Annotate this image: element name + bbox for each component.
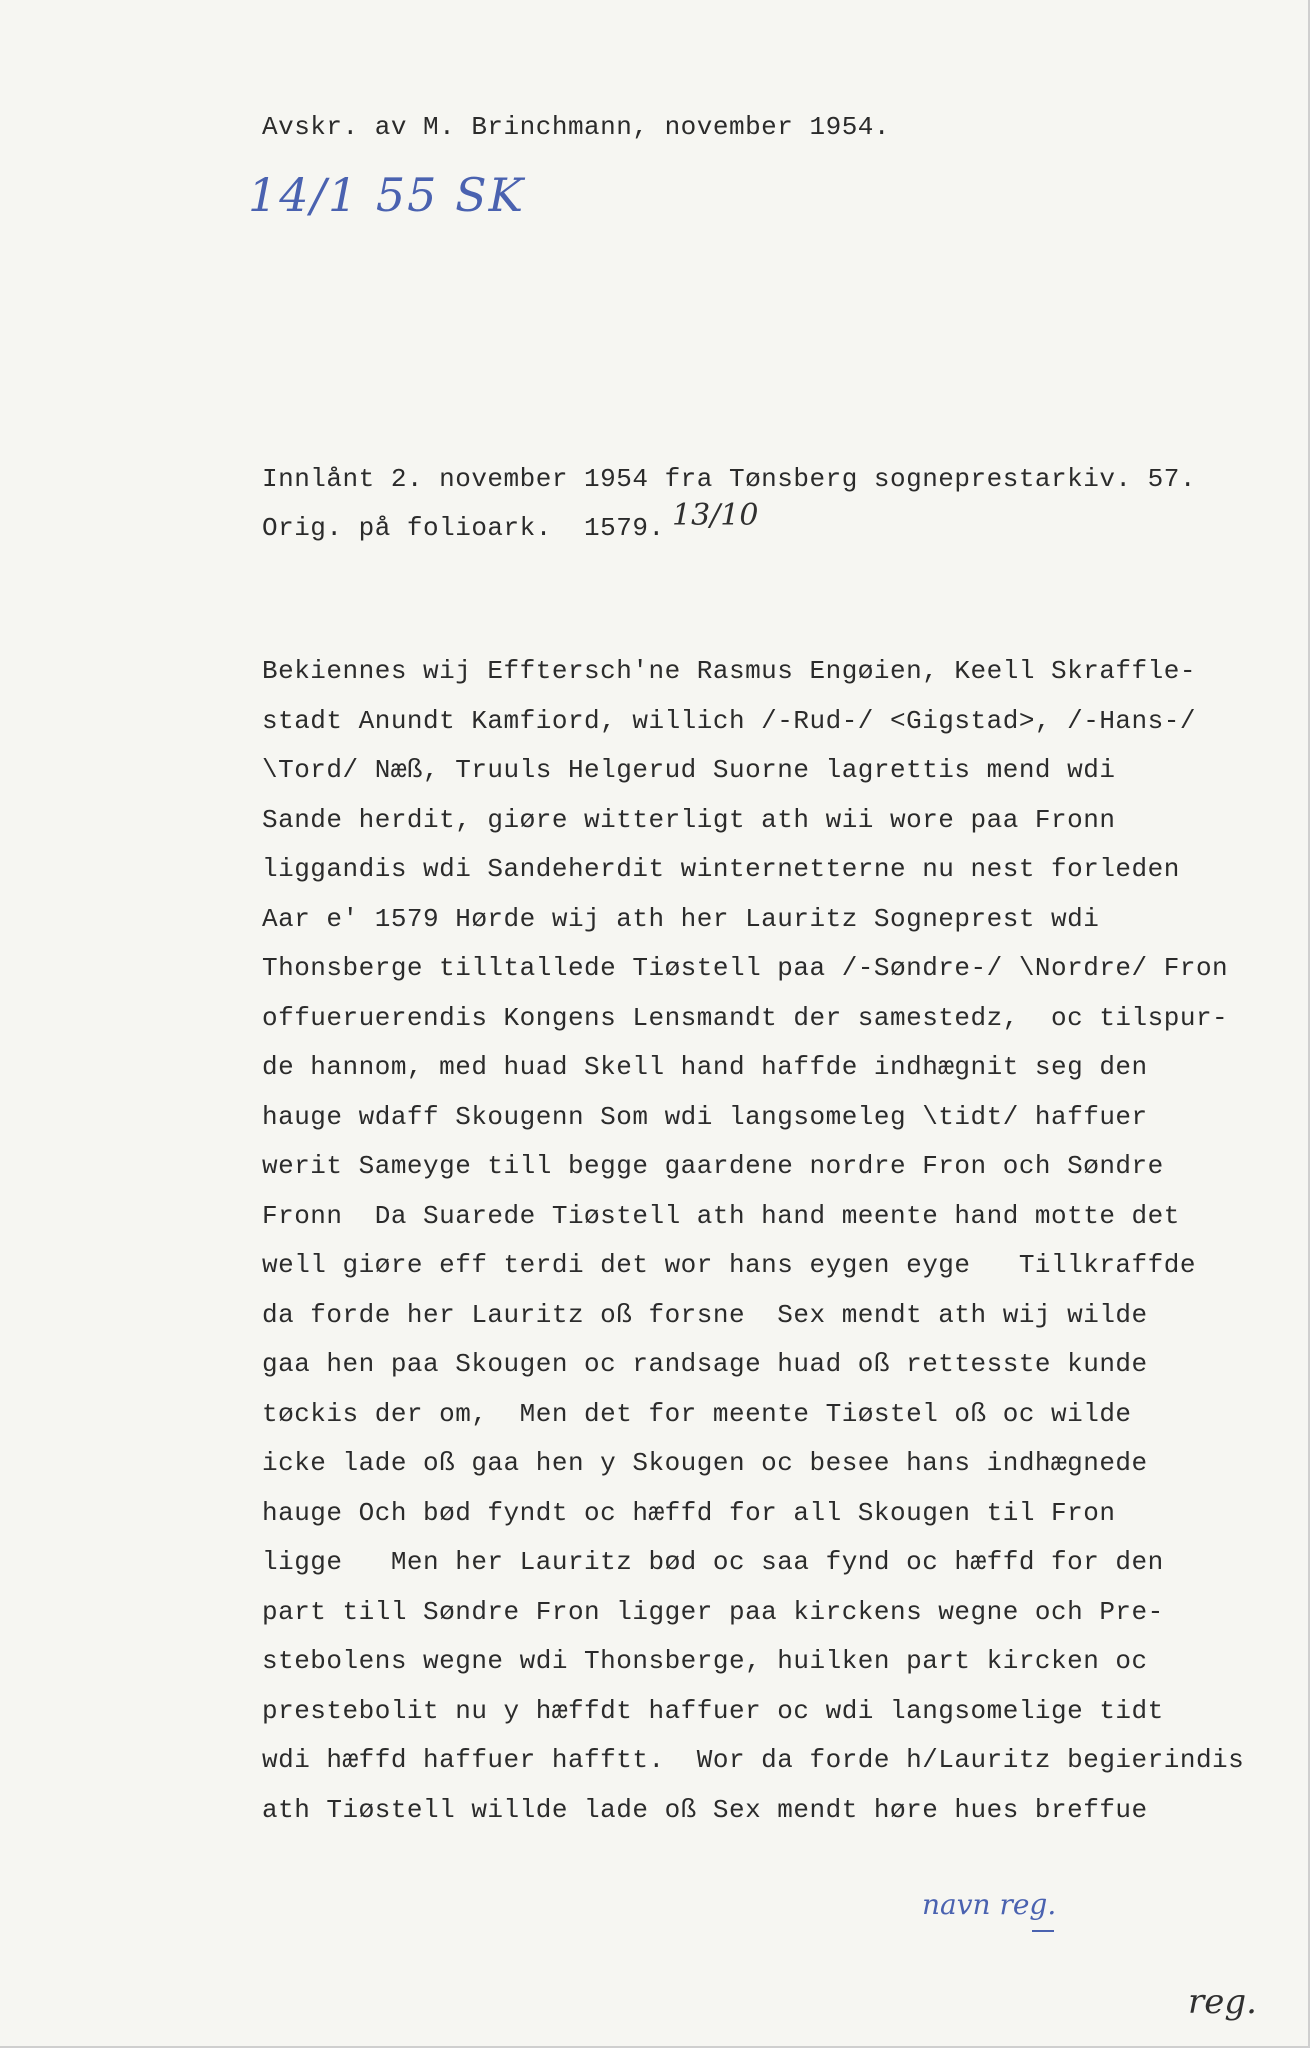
body-line: Fronn Da Suarede Tiøstell ath hand meente hand motte det bbox=[262, 1201, 1180, 1231]
body-line: stadt Anundt Kamfiord, willich /-Rud-/ <Gigstad>, /-Hans-/ bbox=[262, 706, 1196, 736]
body-line: Thonsberge tilltallede Tiøstell paa /-Søndre-/ \Nordre/ Fron bbox=[262, 953, 1229, 983]
body-line: prestebolit nu y hæffdt haffuer oc wdi langsomelige tidt bbox=[262, 1696, 1164, 1726]
body-line: hauge wdaff Skougenn Som wdi langsomeleg \tidt/ haffuer bbox=[262, 1102, 1148, 1132]
body-line: werit Sameyge till begge gaardene nordre Fron och Søndre bbox=[262, 1151, 1164, 1181]
body-line: offueruerendis Kongens Lensmandt der samestedz, oc tilspur- bbox=[262, 1003, 1229, 1033]
body-line: \Tord/ Næß, Truuls Helgerud Suorne lagrettis mend wdi bbox=[262, 755, 1116, 785]
body-line: stebolens wegne wdi Thonsberge, huilken part kircken oc bbox=[262, 1646, 1148, 1676]
handwritten-note-reg: reg. bbox=[1188, 1982, 1257, 2022]
handwritten-ref: 13/10 bbox=[672, 498, 759, 533]
transcription-note: Avskr. av M. Brinchmann, november 1954. bbox=[262, 112, 890, 142]
body-line: da forde her Lauritz oß forsne Sex mendt ath wij wilde bbox=[262, 1300, 1148, 1330]
body-line: Aar e' 1579 Hørde wij ath her Lauritz Sogneprest wdi bbox=[262, 904, 1100, 934]
body-line: part till Søndre Fron ligger paa kirckens wegne och Pre- bbox=[262, 1597, 1164, 1627]
body-line: Bekiennes wij Efftersch'ne Rasmus Engøien, Keell Skraffle- bbox=[262, 656, 1196, 686]
body-line: ath Tiøstell willde lade oß Sex mendt høre hues breffue bbox=[262, 1795, 1148, 1825]
handwritten-date: 14/1 55 SK bbox=[248, 168, 525, 222]
body-line: Sande herdit, giøre witterligt ath wii wore paa Fronn bbox=[262, 805, 1116, 835]
loan-line: Innlånt 2. november 1954 fra Tønsberg sogneprestarkiv. 57. bbox=[262, 464, 1196, 494]
note-underline bbox=[1032, 1930, 1054, 1932]
body-line: icke lade oß gaa hen y Skougen oc besee hans indhægnede bbox=[262, 1448, 1148, 1478]
body-line: de hannom, med huad Skell hand haffde indhægnit seg den bbox=[262, 1052, 1148, 1082]
body-line: tøckis der om, Men det for meente Tiøstel oß oc wilde bbox=[262, 1399, 1132, 1429]
body-line: gaa hen paa Skougen oc randsage huad oß rettesste kunde bbox=[262, 1349, 1148, 1379]
body-line: well giøre eff terdi det wor hans eygen eyge Tillkraffde bbox=[262, 1250, 1196, 1280]
body-line: liggandis wdi Sandeherdit winternetterne nu nest forleden bbox=[262, 854, 1180, 884]
handwritten-note-navn-reg: navn reg. bbox=[922, 1888, 1057, 1921]
body-line: wdi hæffd haffuer hafftt. Wor da forde h/Lauritz begierindis bbox=[262, 1745, 1245, 1775]
body-line: hauge Och bød fyndt oc hæffd for all Skougen til Fron bbox=[262, 1498, 1116, 1528]
body-line: ligge Men her Lauritz bød oc saa fynd oc hæffd for den bbox=[262, 1547, 1164, 1577]
original-line: Orig. på folioark. 1579. bbox=[262, 513, 665, 543]
